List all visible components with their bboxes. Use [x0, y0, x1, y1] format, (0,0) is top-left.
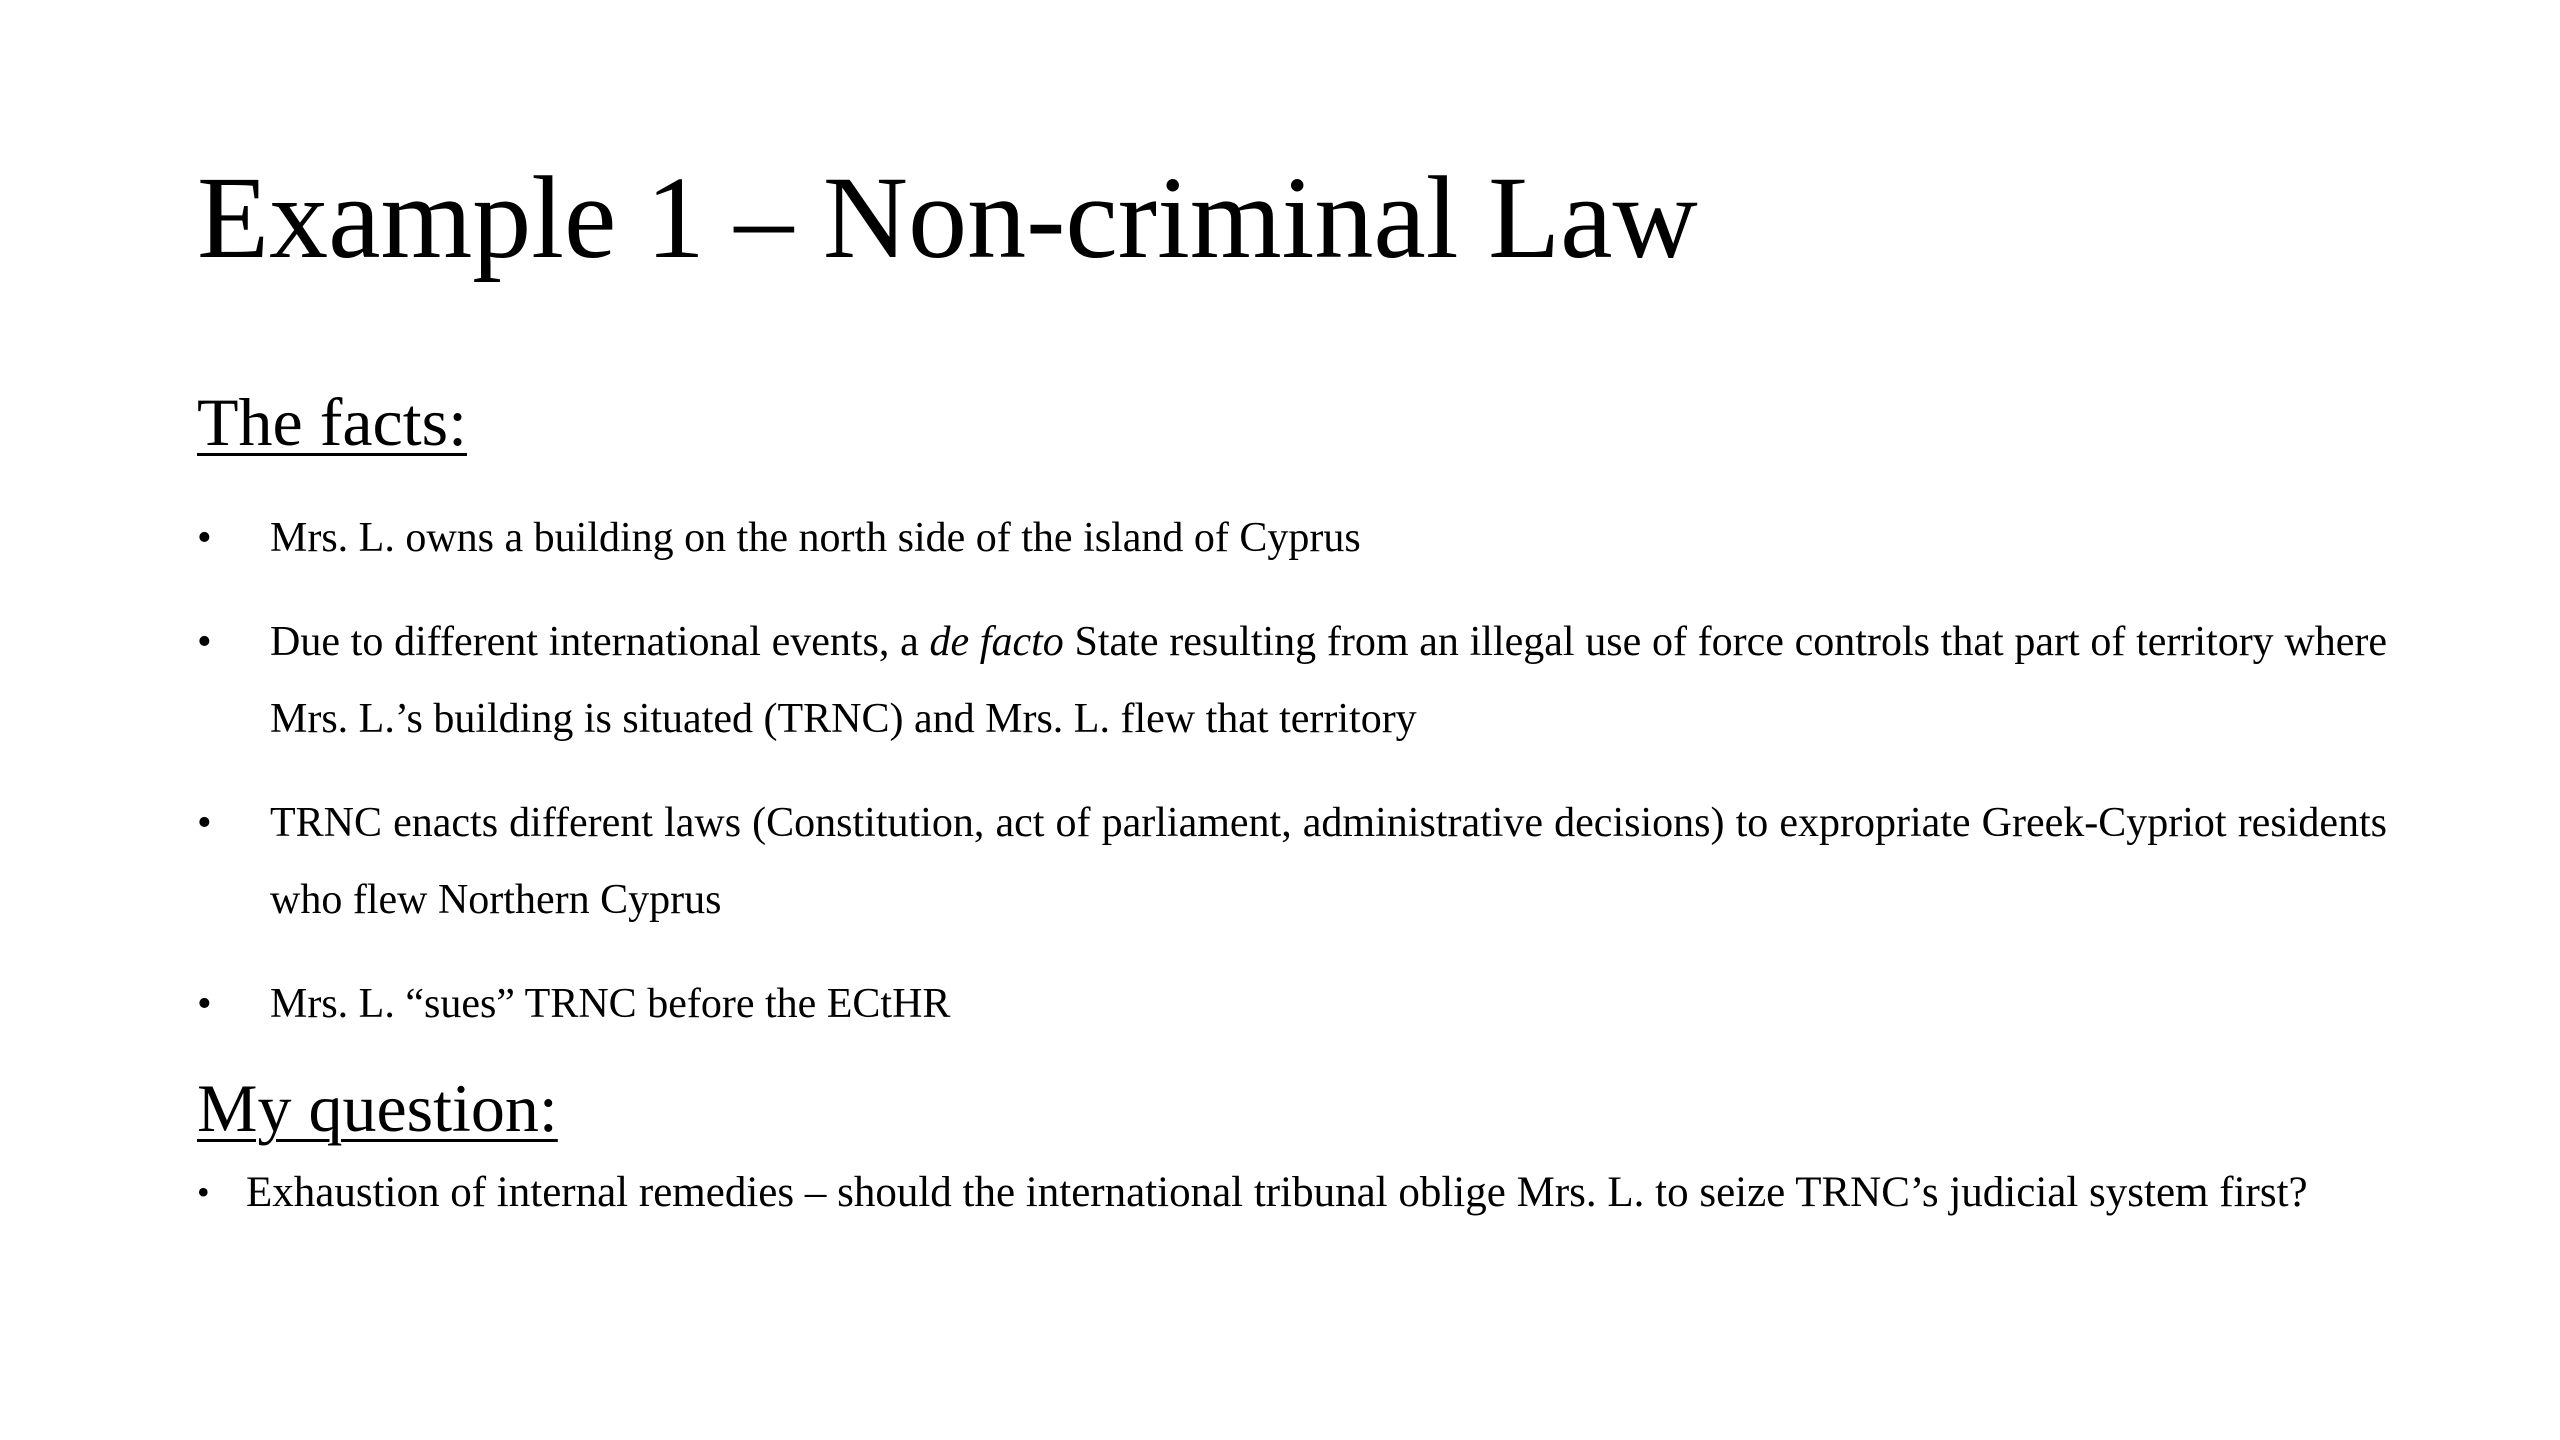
fact-item-lawsuit — [197, 966, 2387, 1043]
question-item — [197, 1170, 2377, 1215]
fact-text: TRNC enacts different laws (Constitution, act of parliament, administrative decisions) to expropriate Greek-Cypriot residents who flew Northern Cyprus — [270, 800, 2387, 923]
question-heading: My question: — [197, 1070, 558, 1146]
fact-text-before: Due to different international events, a — [270, 619, 930, 665]
bullet-icon: • — [197, 981, 212, 1027]
bullet-icon: • — [197, 619, 212, 665]
facts-list — [197, 500, 2387, 1070]
fact-text: Mrs. L. “sues” TRNC before the ECtHR — [270, 981, 951, 1027]
fact-item-ownership — [197, 500, 2387, 577]
bullet-icon: • — [197, 800, 212, 846]
fact-text: Mrs. L. owns a building on the north side of the island of Cyprus — [270, 515, 1361, 561]
question-text: Exhaustion of internal remedies – should the international tribunal oblige Mrs. L. to seize TRNC’s judicial system first? — [246, 1169, 2308, 1216]
slide-title: Example 1 – Non-criminal Law — [197, 152, 1698, 283]
fact-item-expropriation — [197, 785, 2387, 939]
question-list — [197, 1170, 2377, 1215]
fact-text-after: State resulting from an illegal use of force controls that part of territory where Mrs. L.’s building is situated (TRNC) and Mrs. L. flew that territory — [270, 619, 2387, 742]
fact-text-italic: de facto — [929, 619, 1064, 665]
bullet-icon: • — [197, 1172, 210, 1212]
fact-item-de-facto-state — [197, 604, 2387, 758]
facts-heading: The facts: — [197, 384, 467, 460]
bullet-icon: • — [197, 515, 212, 561]
